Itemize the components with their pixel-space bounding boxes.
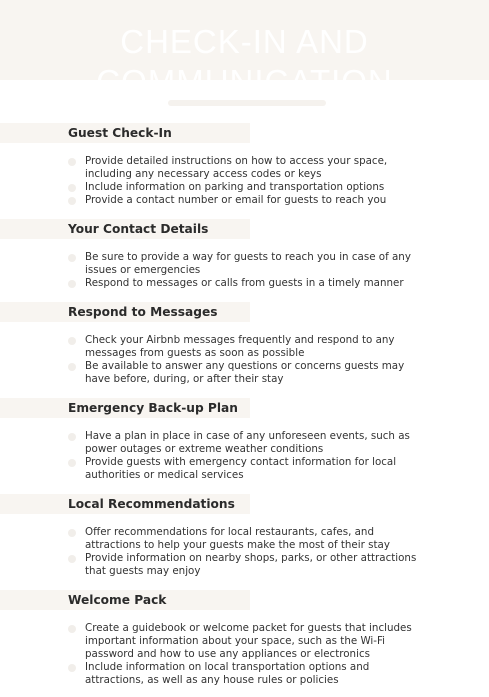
bullet-list: [0, 430, 489, 482]
list-item: [0, 430, 430, 456]
bullet-list: [0, 622, 489, 687]
list-item-text: Provide guests with emergency contact information for local authorities or medical services: [85, 455, 397, 481]
list-item: [0, 277, 430, 290]
list-item: [0, 251, 430, 277]
bullet-list: [0, 251, 489, 290]
section-title: Respond to Messages: [68, 305, 218, 319]
list-item: [0, 155, 430, 181]
section-header: [0, 494, 250, 514]
list-item: [0, 360, 430, 386]
list-item: [0, 334, 430, 360]
list-item-text: Provide information on nearby shops, parks, or other attractions that guests may enjoy: [85, 551, 417, 577]
section-title: Emergency Back-up Plan: [68, 401, 238, 415]
list-item-text: Provide detailed instructions on how to access your space, including any necessary access codes or keys: [85, 155, 388, 180]
bullet-icon: [68, 337, 76, 345]
list-item-text: Include information on parking and transportation options: [85, 180, 385, 193]
section-title: Welcome Pack: [68, 593, 167, 607]
page-title: CHECK-IN AND COMMUNICATION: [96, 23, 393, 100]
bullet-icon: [68, 625, 76, 633]
bullet-list: [0, 526, 489, 578]
list-item: [0, 194, 430, 207]
section-header: [0, 398, 250, 418]
bullet-icon: [68, 433, 76, 441]
list-item: [0, 456, 430, 482]
bullet-icon: [68, 459, 76, 467]
bullet-icon: [68, 254, 76, 262]
list-item-text: Respond to messages or calls from guests in a timely manner: [85, 276, 404, 289]
section-title: Your Contact Details: [68, 222, 209, 236]
list-item-text: Provide a contact number or email for guests to reach you: [85, 193, 387, 206]
bullet-icon: [68, 197, 76, 205]
list-item-text: Be available to answer any questions or concerns guests may have before, during, or after their stay: [85, 359, 405, 385]
list-item-text: Include information on local transportation options and attractions, as well as any house rules or policies: [85, 660, 370, 686]
section-header: [0, 590, 250, 610]
bullet-icon: [68, 664, 76, 672]
list-item: [0, 661, 430, 687]
bullet-list: [0, 334, 489, 386]
section-header: [0, 123, 250, 143]
list-item-text: Be sure to provide a way for guests to reach you in case of any issues or emergencies: [85, 251, 411, 276]
list-item: [0, 526, 430, 552]
subtitle-placeholder: [168, 100, 326, 106]
section-title: Local Recommendations: [68, 497, 235, 511]
section-header: [0, 302, 250, 322]
page-header: [0, 0, 489, 100]
list-item-text: Have a plan in place in case of any unforeseen events, such as power outages or extreme weather conditions: [85, 430, 410, 455]
list-item-text: Check your Airbnb messages frequently and respond to any messages from guests as soon as possible: [85, 334, 395, 359]
list-item: [0, 622, 430, 661]
bullet-icon: [68, 158, 76, 166]
bullet-icon: [68, 184, 76, 192]
bullet-icon: [68, 555, 76, 563]
bullet-icon: [68, 363, 76, 371]
bullet-icon: [68, 280, 76, 288]
section-header: [0, 219, 250, 239]
bullet-icon: [68, 529, 76, 537]
bullet-list: [0, 155, 489, 207]
list-item: [0, 552, 430, 578]
list-item: [0, 181, 430, 194]
list-item-text: Create a guidebook or welcome packet for guests that includes important information about your space, such as the Wi-Fi password and how to use any appliances or electronics: [85, 622, 412, 660]
section-title: Guest Check-In: [68, 126, 172, 140]
list-item-text: Offer recommendations for local restaurants, cafes, and attractions to help your guests make the most of their stay: [85, 526, 390, 551]
